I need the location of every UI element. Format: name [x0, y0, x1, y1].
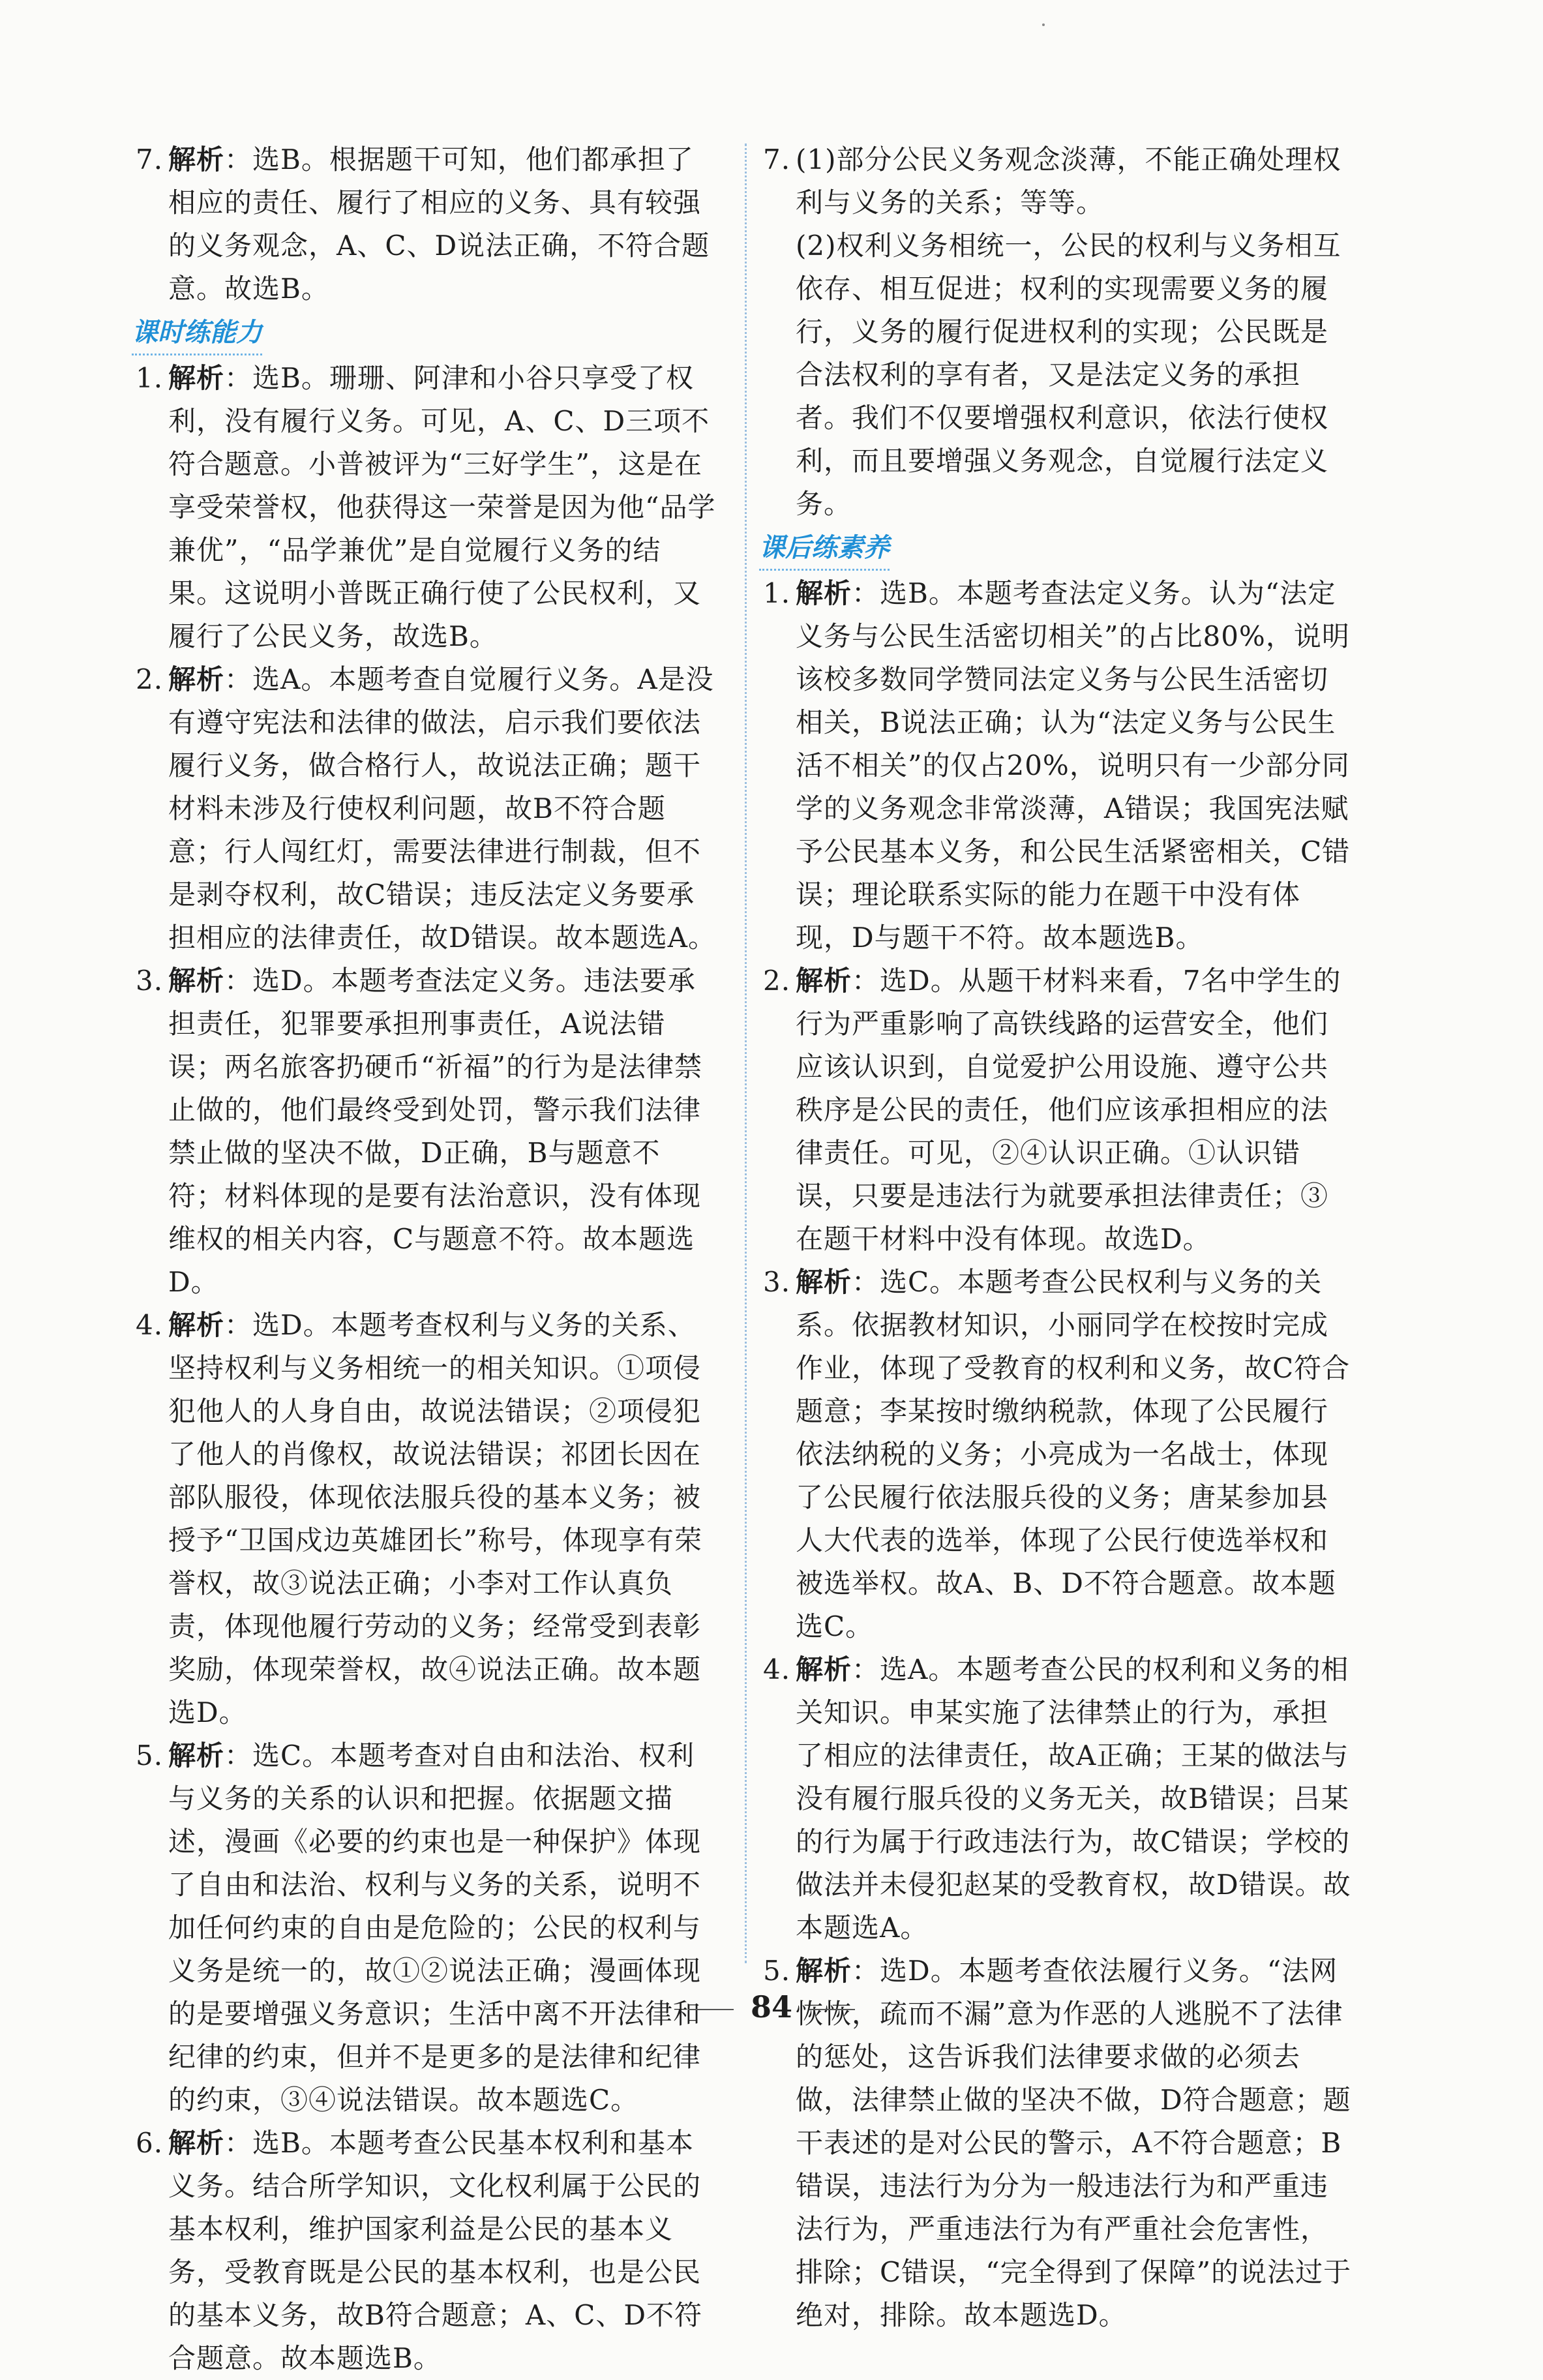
answer-item: 4. 解析：选A。本题考查公民的权利和义务的相关知识。申某实施了法律禁止的行为，承担了相应的法律责任，故A正确；王某的做法与没有履行服兵役的义务无关，故B错误；吕某的行为属于行政违法行为，故C错误；学校的做法并未侵犯赵某的受教育权，故D错误。故本题选A。 [763, 1653, 1351, 1944]
answer-item: 4. 解析：选D。本题考查权利与义务的关系、坚持权利与义务相统一的相关知识。①项侵犯他人的人身自由，故说法错误；②项侵犯了他人的肖像权，故说法错误；祁团长因在部队服役，体现依法服兵役的基本义务；被授予“卫国戍边英雄团长”称号，体现享有荣誉权，故③说法正确；小李对工作认真负责，体现他履行劳动的义务；经常受到表彰奖励，体现荣誉权，故④说法正确。故本题选D。 [136, 1309, 702, 1728]
answer-paragraph: (2)权利义务相统一，公民的权利与义务相互依存、相互促进；权利的实现需要义务的履行，义务的履行促进权利的实现；公民既是合法权利的享有者，又是法定义务的承担者。我们不仅要增强权利意识，依法行使权利，而且要增强义务观念，自觉履行法定义务。 [796, 230, 1341, 520]
answer-item: 1. 解析：选B。本题考查法定义务。认为“法定义务与公民生活密切相关”的占比80%，说明该校多数同学赞同法定义务与公民生活密切相关，B说法正确；认为“法定义务与公民生活不相关”的仅占20%，说明只有一少部分同学的义务观念非常淡薄，A错误；我国宪法赋予公民基本义务，和公民生活紧密相关，C错误；理论联系实际的能力在题干中没有体现，D与题干不符。故本题选B。 [763, 577, 1351, 954]
left-column [132, 138, 717, 2380]
section-title-classwork: 课时练能力 [132, 313, 262, 355]
answer-item: 2. 解析：选D。从题干材料来看，7名中学生的行为严重影响了高铁线路的运营安全，他们应该认识到，自觉爱护公用设施、遵守公共秩序是公民的责任，他们应该承担相应的法律责任。可见，②④认识正确。①认识错误，只要是违法行为就要承担法律责任；③在题干材料中没有体现。故选D。 [763, 965, 1341, 1255]
page-number: 84 [750, 1989, 792, 2025]
answer-item: 3. 解析：选D。本题考查法定义务。违法要承担责任，犯罪要承担刑事责任，A说法错误；两名旅客扔硬币“祈福”的行为是法律禁止做的，他们最终受到处罚，警示我们法律禁止做的坚决不做，D正确，B与题意不符；材料体现的是要有法治意识，没有体现维权的相关内容，C与题意不符。故本题选D。 [136, 965, 702, 1298]
column-divider [745, 143, 747, 1963]
answer-item: 2. 解析：选A。本题考查自觉履行义务。A是没有遵守宪法和法律的做法，启示我们要依法履行义务，做合格行人，故说法正确；题干材料未涉及行使权利问题，故B不符合题意；行人闯红灯，需要法律进行制裁，但不是剥夺权利，故C错误；违反法定义务要承担相应的法律责任，故D错误。故本题选A。 [136, 663, 717, 954]
answer-item: 7. 解析：选B。根据题干可知，他们都承担了相应的责任、履行了相应的义务、具有较强的义务观念，A、C、D说法正确，不符合题意。故选B。 [136, 143, 710, 305]
answer-item: 3. 解析：选C。本题考查公民权利与义务的关系。依据教材知识，小丽同学在校按时完成作业，体现了受教育的权利和义务，故C符合题意；李某按时缴纳税款，体现了公民履行依法纳税的义务；小亮成为一名战士，体现了公民履行依法服兵役的义务；唐某参加县人大代表的选举，体现了公民行使选举权和被选举权。故A、B、D不符合题意。故本题选C。 [763, 1266, 1351, 1642]
answer-item: 5. 解析：选D。本题考查依法履行义务。“法网恢恢，疏而不漏”意为作恶的人逃脱不了法律的惩处，这告诉我们法律要求做的必须去做，法律禁止做的坚决不做，D符合题意；题干表述的是对公民的警示，A不符合题意；B错误，违法行为分为一般违法行为和严重违法行为，严重违法行为有严重社会危害性，排除；C错误，“完全得到了保障”的说法过于绝对，排除。故本题选D。 [763, 1955, 1352, 2331]
answer-item: 1. 解析：选B。珊珊、阿津和小谷只享受了权利，没有履行义务。可见，A、C、D三项不符合题意。小普被评为“三好学生”，这是在享受荣誉权，他获得这一荣誉是因为他“品学兼优”，“品学兼优”是自觉履行义务的结果。这说明小普既正确行使了公民权利，又履行了公民义务，故选B。 [136, 362, 716, 652]
answer-item: 7. (1)部分公民义务观念淡薄，不能正确处理权利与义务的关系；等等。 [763, 143, 1341, 218]
footer-rule-right [809, 2009, 855, 2010]
footer-rule-left [688, 2009, 734, 2010]
answer-item: 5. 解析：选C。本题考查对自由和法治、权利与义务的关系的认识和把握。依据题文描述，漫画《必要的约束也是一种保护》体现了自由和法治、权利与义务的关系，说明不加任何约束的自由是危险的；公民的权利与义务是统一的，故①②说法正确；漫画体现的是要增强义务意识；生活中离不开法律和纪律的约束，但并不是更多的是法律和纪律的约束，③④说法错误。故本题选C。 [136, 1740, 702, 2116]
section-title-homework: 课后练素养 [759, 528, 890, 571]
answer-item: 6. 解析：选B。本题考查公民基本权利和基本义务。结合所学知识，文化权利属于公民的基本权利，维护国家利益是公民的基本义务，受教育既是公民的基本权利，也是公民的基本义务，故B符合题意；A、C、D不符合题意。故本题选B。 [136, 2127, 703, 2374]
page-footer [0, 1989, 1543, 2025]
scan-speck [1042, 23, 1045, 26]
